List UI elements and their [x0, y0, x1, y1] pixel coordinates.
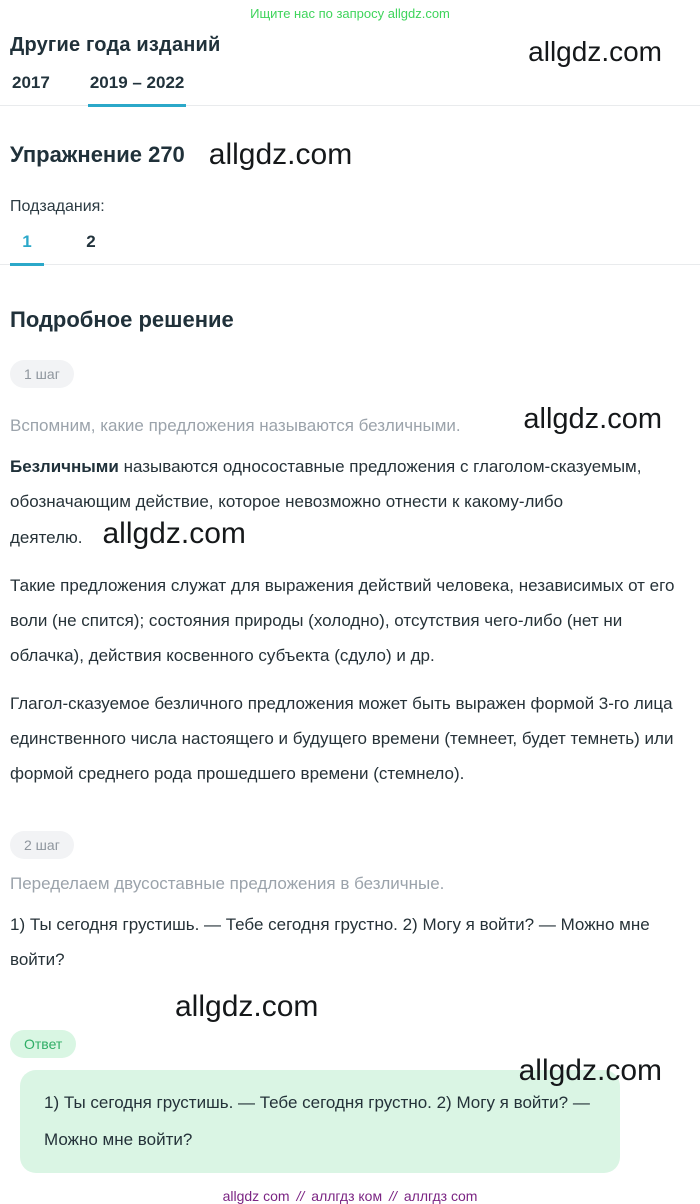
tab-edition-2017[interactable]: 2017 [12, 73, 50, 92]
exercise-header [0, 138, 700, 172]
tab-edition-2019-2022[interactable]: 2019 – 2022 [88, 69, 187, 107]
tab-subtask-1[interactable]: 1 [10, 228, 44, 266]
tab-subtask-2[interactable]: 2 [86, 232, 96, 251]
step-1-note: Вспомним, какие предложения называются безличными. [10, 416, 461, 435]
answer-section [10, 1030, 690, 1173]
answer-box: 1) Ты сегодня грустишь. — Тебе сегодня грустно. 2) Могу я войти? — Можно мне войти? [20, 1070, 620, 1173]
footer-separator: // [296, 1188, 305, 1204]
step-2-note: Переделаем двусоставные предложения в безличные. [10, 874, 445, 894]
watermark-step1-note: allgdz.com [523, 403, 662, 435]
footer-link-3[interactable]: аллгдз com [403, 1188, 478, 1204]
watermark-exercise: allgdz.com [208, 138, 353, 171]
subtask-tabs [0, 228, 700, 264]
watermark-center: allgdz.com [175, 990, 319, 1024]
editions-tabs [0, 69, 700, 105]
step-1-paragraph-1 [10, 449, 686, 555]
footer-link-2[interactable]: аллгдз ком [311, 1188, 383, 1204]
solution-title: Подробное решение [10, 307, 234, 332]
subtasks-label: Подзадания: [10, 198, 105, 215]
footer [0, 1188, 700, 1204]
step-2-note-row [10, 874, 690, 894]
step-2-paragraph-1: 1) Ты сегодня грустишь. — Тебе сегодня грустно. 2) Могу я войти? — Можно мне войти? [10, 915, 650, 970]
term-bold: Безличными [10, 457, 119, 476]
exercise-title: Упражнение 270 [10, 142, 185, 167]
subtask-tabs-divider [0, 228, 700, 265]
step-1-note-row [10, 403, 690, 436]
watermark-paragraph-1: allgdz.com [102, 517, 246, 551]
editions-header [0, 34, 700, 67]
watermark-answer: allgdz.com [518, 1054, 662, 1088]
step-1-paragraph-2: Такие предложения служат для выражения действий человека, независимых от его воли (не спится); состояния природы (холодно), отсутствия чего-либо (нет ни облачка), действия косвенного субъекта (сдуло) и др. [10, 576, 675, 666]
step-2-badge: 2 шаг [10, 831, 74, 859]
footer-link-1[interactable]: allgdz com [222, 1188, 290, 1204]
watermark-top-right: allgdz.com [528, 36, 662, 67]
footer-separator: // [389, 1188, 397, 1204]
step-1-paragraph-3: Глагол-сказуемое безличного предложения может быть выражен формой 3-го лица единственного числа настоящего и будущего времени (темнеет, будет темнеть) или формой среднего рода прошедшего времени (стемнело). [10, 694, 674, 784]
editions-title: Другие года изданий [10, 34, 221, 56]
step-1-paragraph-1-text: называются односоставные предложения с глаголом-сказуемым, обозначающим действие, которое невозможно отнести к какому-либо деятелю. [10, 457, 642, 548]
answer-badge: Ответ [10, 1030, 76, 1058]
promo-search-link[interactable]: Ищите нас по запросу allgdz.com [250, 6, 450, 21]
editions-tabs-divider [0, 69, 700, 106]
step-1-badge: 1 шаг [10, 360, 74, 388]
